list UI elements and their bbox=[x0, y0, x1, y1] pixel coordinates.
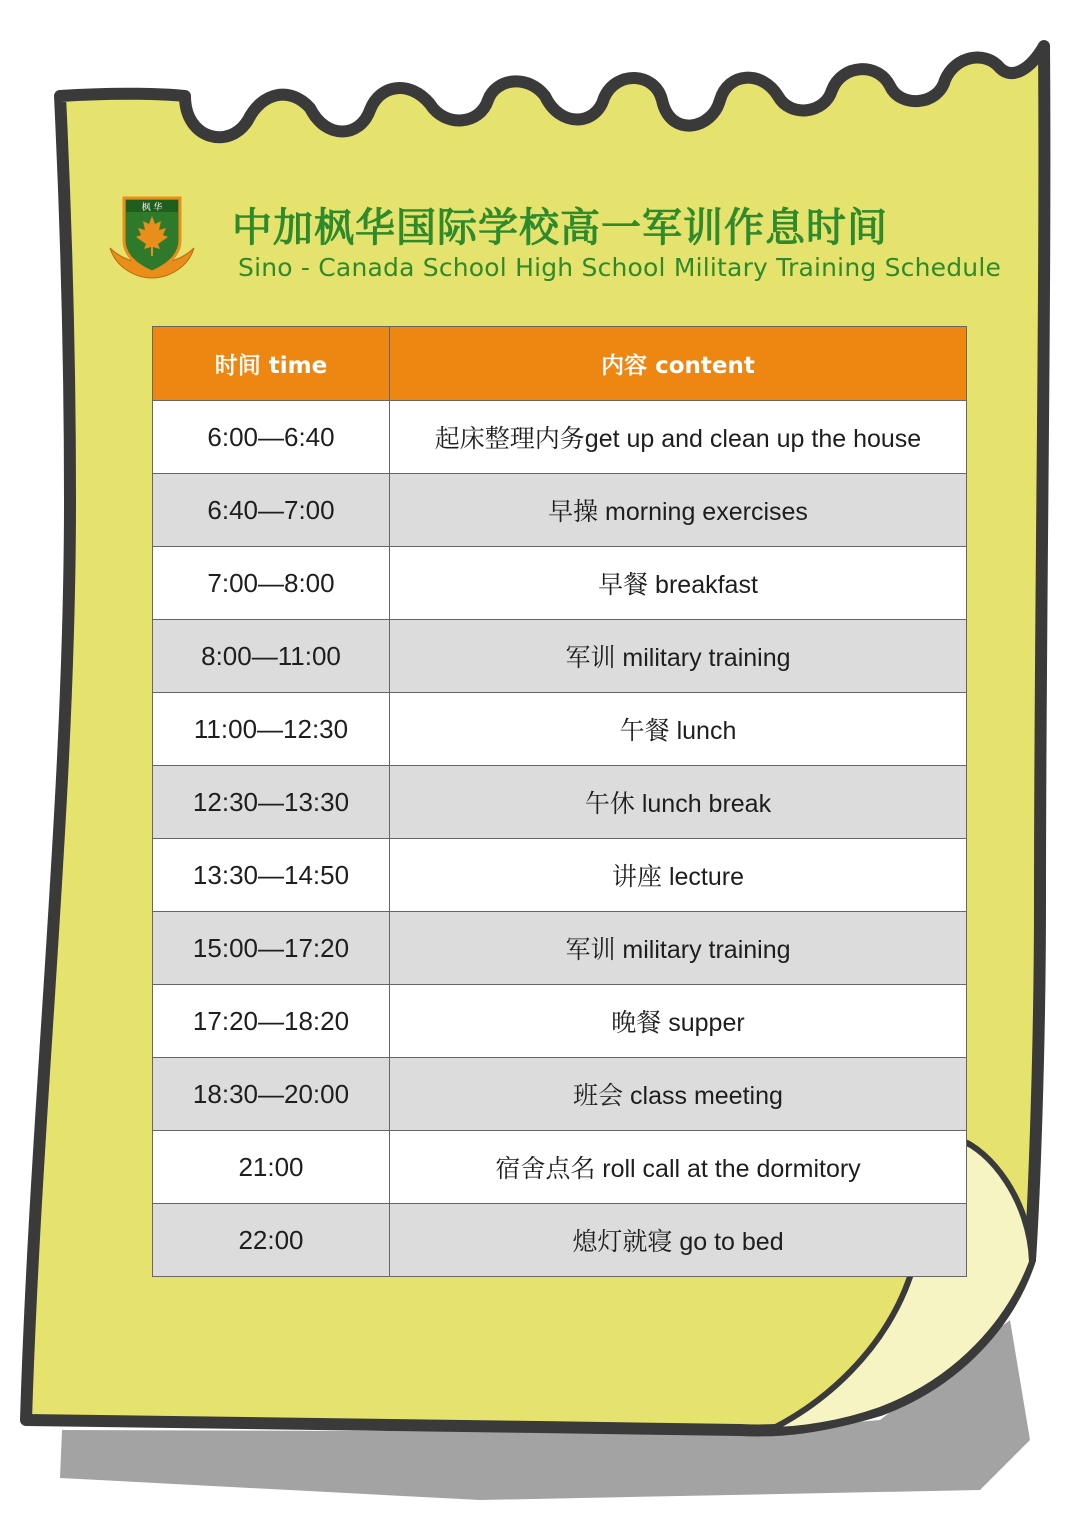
table-row bbox=[153, 839, 967, 912]
time-cell: 22:00 bbox=[153, 1204, 390, 1277]
table-row bbox=[153, 1204, 967, 1277]
activity-cell: 起床整理内务get up and clean up the house bbox=[390, 401, 967, 474]
time-cell: 13:30—14:50 bbox=[153, 839, 390, 912]
activity-cell: 午餐 lunch bbox=[390, 693, 967, 766]
time-cell: 7:00—8:00 bbox=[153, 547, 390, 620]
time-cell: 6:00—6:40 bbox=[153, 401, 390, 474]
table-row bbox=[153, 912, 967, 985]
time-cell: 12:30—13:30 bbox=[153, 766, 390, 839]
activity-cell: 午休 lunch break bbox=[390, 766, 967, 839]
time-cell: 18:30—20:00 bbox=[153, 1058, 390, 1131]
activity-cell: 宿舍点名 roll call at the dormitory bbox=[390, 1131, 967, 1204]
activity-cell: 晚餐 supper bbox=[390, 985, 967, 1058]
table-row bbox=[153, 693, 967, 766]
column-header-content: 内容 content bbox=[390, 327, 967, 401]
table-row bbox=[153, 766, 967, 839]
table-row bbox=[153, 1058, 967, 1131]
schedule-table bbox=[152, 326, 967, 1277]
page-title-zh: 中加枫华国际学校高一军训作息时间 bbox=[232, 205, 888, 251]
time-cell: 6:40—7:00 bbox=[153, 474, 390, 547]
activity-cell: 熄灯就寝 go to bed bbox=[390, 1204, 967, 1277]
time-cell: 11:00—12:30 bbox=[153, 693, 390, 766]
activity-cell: 早餐 breakfast bbox=[390, 547, 967, 620]
activity-cell: 军训 military training bbox=[390, 620, 967, 693]
time-cell: 17:20—18:20 bbox=[153, 985, 390, 1058]
column-header-time: 时间 time bbox=[153, 327, 390, 401]
activity-cell: 早操 morning exercises bbox=[390, 474, 967, 547]
time-cell: 21:00 bbox=[153, 1131, 390, 1204]
table-header-row bbox=[153, 327, 967, 401]
table-row bbox=[153, 620, 967, 693]
table-row bbox=[153, 474, 967, 547]
table-row bbox=[153, 1131, 967, 1204]
activity-cell: 讲座 lecture bbox=[390, 839, 967, 912]
school-logo bbox=[106, 192, 198, 284]
table-row bbox=[153, 401, 967, 474]
table-row bbox=[153, 547, 967, 620]
logo-badge-text: 枫 华 bbox=[141, 203, 163, 213]
table-row bbox=[153, 985, 967, 1058]
activity-cell: 班会 class meeting bbox=[390, 1058, 967, 1131]
activity-cell: 军训 military training bbox=[390, 912, 967, 985]
page-title-en: Sino - Canada School High School Military Training Schedule bbox=[238, 253, 1002, 282]
time-cell: 8:00—11:00 bbox=[153, 620, 390, 693]
time-cell: 15:00—17:20 bbox=[153, 912, 390, 985]
